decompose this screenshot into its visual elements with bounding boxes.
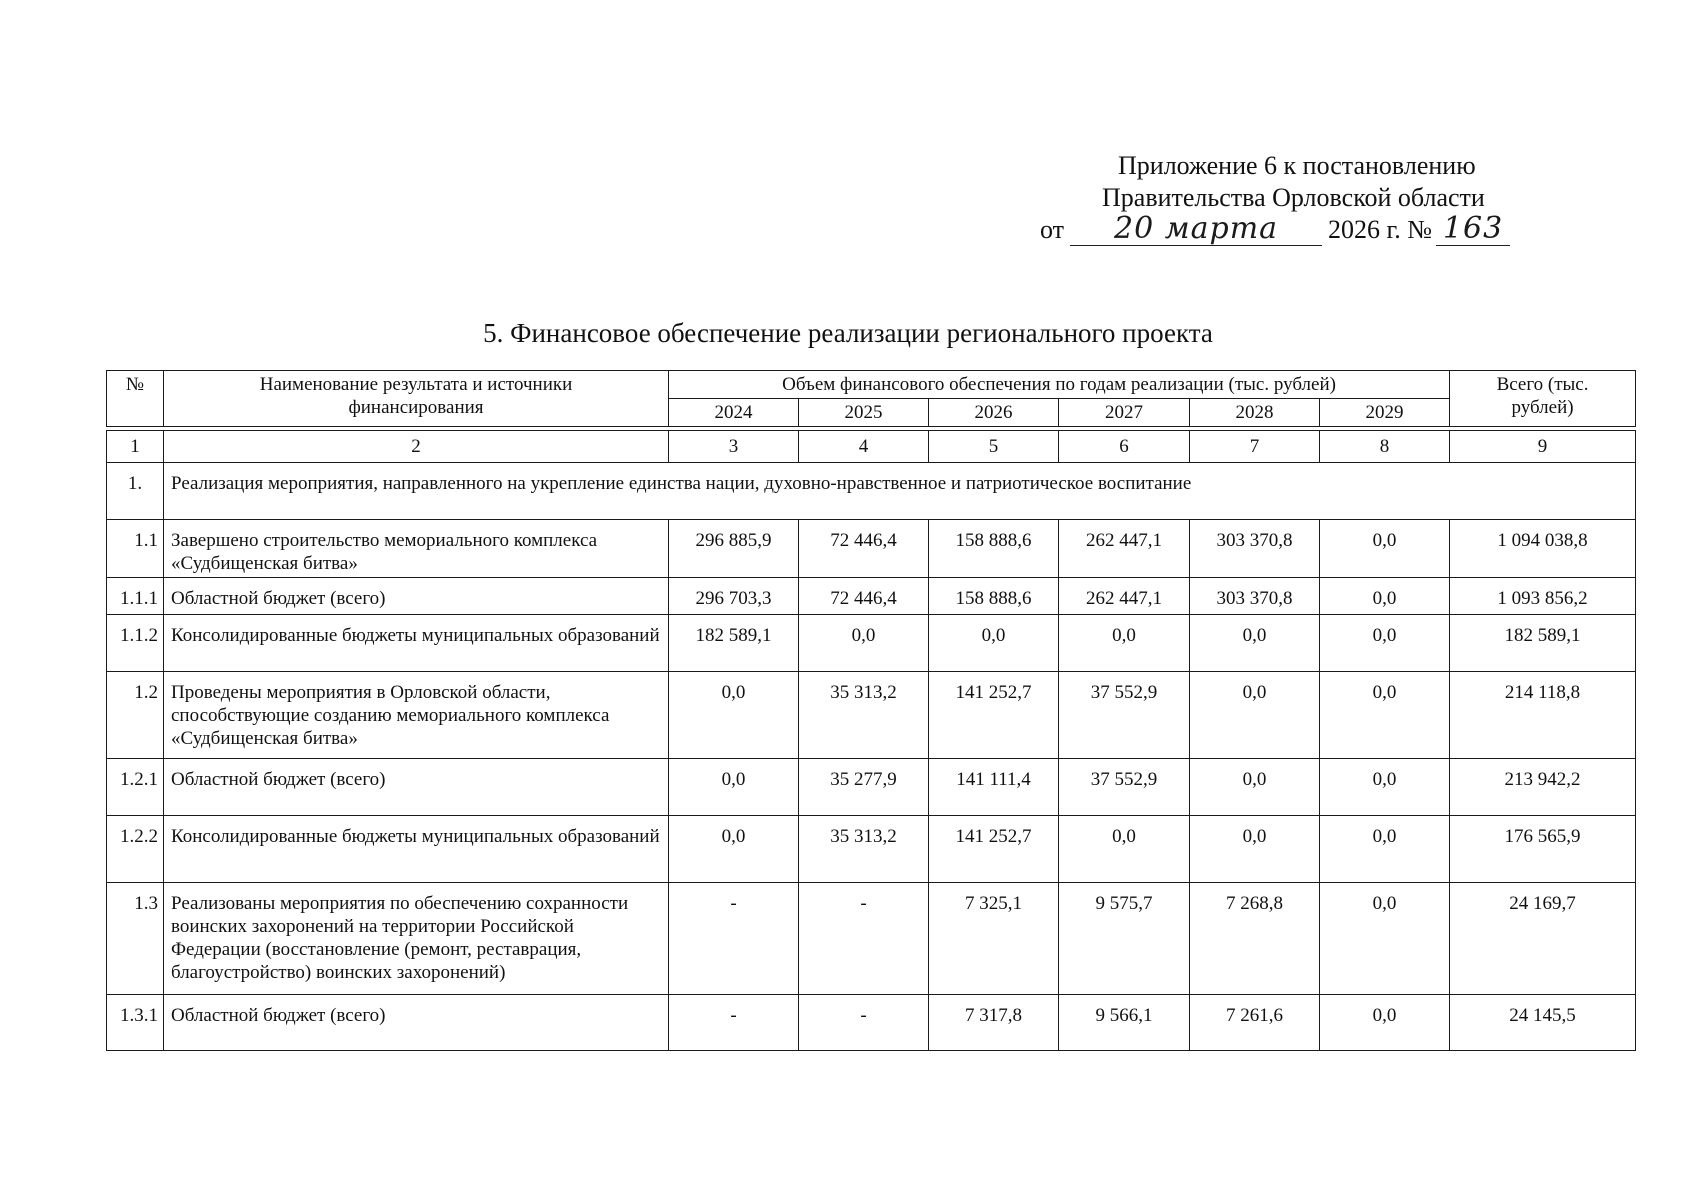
header-year: 2027	[1059, 399, 1190, 427]
row-value: 0,0	[1320, 578, 1450, 615]
row-value: 0,0	[1320, 995, 1450, 1051]
section-number: 1.	[107, 463, 164, 520]
row-number: 1.2.1	[107, 759, 164, 816]
row-value: 0,0	[1320, 615, 1450, 672]
row-value: 7 261,6	[1190, 995, 1320, 1051]
table-row	[107, 995, 1636, 1051]
row-value: 72 446,4	[799, 520, 929, 578]
row-value: 0,0	[1190, 816, 1320, 883]
row-value: 262 447,1	[1059, 520, 1190, 578]
row-value: 158 888,6	[929, 578, 1059, 615]
row-number: 1.3	[107, 883, 164, 995]
header-year: 2025	[799, 399, 929, 427]
row-name: Консолидированные бюджеты муниципальных образований	[164, 816, 669, 883]
table-row	[107, 615, 1636, 672]
row-value: 0,0	[1190, 759, 1320, 816]
row-value: 141 111,4	[929, 759, 1059, 816]
row-value: 0,0	[669, 816, 799, 883]
from-label: от	[1040, 215, 1065, 244]
column-number: 3	[669, 431, 799, 463]
row-number: 1.1.2	[107, 615, 164, 672]
row-value: -	[799, 995, 929, 1051]
row-total: 176 565,9	[1450, 816, 1636, 883]
row-value: 0,0	[1320, 520, 1450, 578]
header-name: Наименование результата и источники финансирования	[164, 371, 669, 427]
row-value: 0,0	[929, 615, 1059, 672]
row-value: 0,0	[1190, 672, 1320, 759]
section-text: Реализация мероприятия, направленного на укрепление единства нации, духовно-нравственное и патриотическое воспитание	[164, 463, 1636, 520]
row-total: 182 589,1	[1450, 615, 1636, 672]
row-value: 0,0	[1190, 615, 1320, 672]
row-value: 141 252,7	[929, 816, 1059, 883]
column-number: 2	[164, 431, 669, 463]
row-value: 35 313,2	[799, 816, 929, 883]
header-total: Всего (тыс. рублей)	[1450, 371, 1636, 427]
row-value: 37 552,9	[1059, 759, 1190, 816]
header-year: 2024	[669, 399, 799, 427]
header-year: 2029	[1320, 399, 1450, 427]
column-number: 9	[1450, 431, 1636, 463]
column-number: 7	[1190, 431, 1320, 463]
row-value: 296 885,9	[669, 520, 799, 578]
column-number: 8	[1320, 431, 1450, 463]
row-total: 24 169,7	[1450, 883, 1636, 995]
column-number: 4	[799, 431, 929, 463]
financing-table	[106, 370, 1636, 1051]
header-year: 2028	[1190, 399, 1320, 427]
row-value: 0,0	[669, 759, 799, 816]
row-name: Областной бюджет (всего)	[164, 995, 669, 1051]
row-value: 158 888,6	[929, 520, 1059, 578]
header-number: №	[107, 371, 164, 427]
section-row	[107, 463, 1636, 520]
row-value: 37 552,9	[1059, 672, 1190, 759]
row-total: 214 118,8	[1450, 672, 1636, 759]
header-year: 2026	[929, 399, 1059, 427]
section-title: 5. Финансовое обеспечение реализации регионального проекта	[483, 318, 1213, 348]
handwritten-date: 20 марта	[1070, 215, 1322, 246]
row-name: Областной бюджет (всего)	[164, 759, 669, 816]
appendix-line-2: Правительства Орловской области	[1102, 183, 1485, 212]
row-name: Консолидированные бюджеты муниципальных образований	[164, 615, 669, 672]
row-value: 35 313,2	[799, 672, 929, 759]
row-value: 0,0	[1320, 672, 1450, 759]
row-name: Завершено строительство мемориального комплекса «Судбищенская битва»	[164, 520, 669, 578]
row-value: 0,0	[1320, 816, 1450, 883]
row-value: -	[669, 995, 799, 1051]
header-volume: Объем финансового обеспечения по годам реализации (тыс. рублей)	[669, 371, 1450, 399]
row-total: 213 942,2	[1450, 759, 1636, 816]
row-value: 9 566,1	[1059, 995, 1190, 1051]
appendix-line-1: Приложение 6 к постановлению	[1118, 151, 1476, 180]
table-header	[107, 371, 1636, 427]
row-value: 7 317,8	[929, 995, 1059, 1051]
row-value: 0,0	[1059, 816, 1190, 883]
row-number: 1.2	[107, 672, 164, 759]
row-total: 24 145,5	[1450, 995, 1636, 1051]
row-value: 7 268,8	[1190, 883, 1320, 995]
row-value: 0,0	[799, 615, 929, 672]
appendix-header	[1040, 150, 1640, 246]
row-total: 1 094 038,8	[1450, 520, 1636, 578]
row-value: 9 575,7	[1059, 883, 1190, 995]
appendix-line-3	[1040, 211, 1640, 246]
table-row	[107, 578, 1636, 615]
column-numbers-row	[107, 431, 1636, 463]
row-number: 1.1.1	[107, 578, 164, 615]
table-row	[107, 816, 1636, 883]
row-number: 1.2.2	[107, 816, 164, 883]
table-row	[107, 759, 1636, 816]
row-value: 0,0	[1320, 759, 1450, 816]
row-value: 303 370,8	[1190, 578, 1320, 615]
table-row	[107, 520, 1636, 578]
table-body	[107, 427, 1636, 1051]
row-total: 1 093 856,2	[1450, 578, 1636, 615]
row-value: -	[799, 883, 929, 995]
row-value: 141 252,7	[929, 672, 1059, 759]
row-value: 7 325,1	[929, 883, 1059, 995]
year-label: 2026 г. №	[1328, 215, 1433, 244]
row-number: 1.1	[107, 520, 164, 578]
table-row	[107, 883, 1636, 995]
column-number: 6	[1059, 431, 1190, 463]
row-value: 303 370,8	[1190, 520, 1320, 578]
row-value: 262 447,1	[1059, 578, 1190, 615]
row-value: -	[669, 883, 799, 995]
column-number: 5	[929, 431, 1059, 463]
row-value: 72 446,4	[799, 578, 929, 615]
row-name: Проведены мероприятия в Орловской области, способствующие созданию мемориального комплекса «Судбищенская битва»	[164, 672, 669, 759]
row-value: 0,0	[1059, 615, 1190, 672]
row-value: 0,0	[669, 672, 799, 759]
handwritten-number: 163	[1436, 215, 1510, 246]
row-name: Областной бюджет (всего)	[164, 578, 669, 615]
column-number: 1	[107, 431, 164, 463]
row-value: 35 277,9	[799, 759, 929, 816]
row-value: 182 589,1	[669, 615, 799, 672]
row-value: 296 703,3	[669, 578, 799, 615]
row-value: 0,0	[1320, 883, 1450, 995]
row-name: Реализованы мероприятия по обеспечению сохранности воинских захоронений на территории Российской Федерации (восстановление (ремонт, реставрация, благоустройство) воинских захоронений)	[164, 883, 669, 995]
row-number: 1.3.1	[107, 995, 164, 1051]
table-row	[107, 672, 1636, 759]
